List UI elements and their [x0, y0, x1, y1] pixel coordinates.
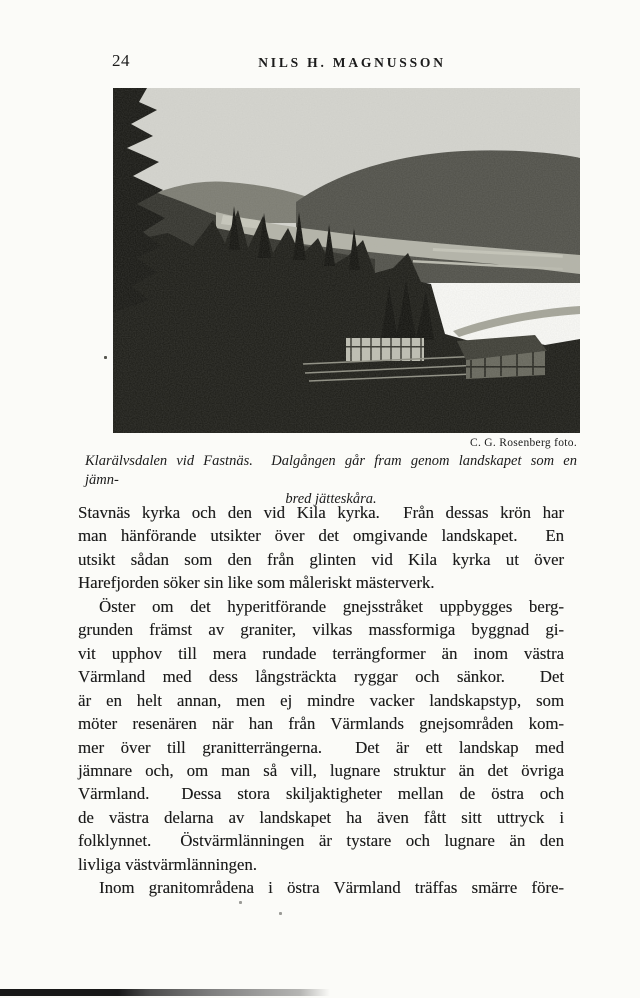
text-line: livliga västvärmlänningen. — [78, 854, 257, 874]
text-line: möter resenären när han från Värmlands gnejsområden kom- — [78, 714, 564, 734]
text-line: de västra delarna av landskapet ha även fått sitt uttryck i — [78, 807, 564, 827]
text-line: Öster om det hyperitförande gnejsstråket uppbygges berg- — [99, 596, 564, 616]
text-line: Värmland med dess långsträckta ryggar och sänkor. Det — [78, 667, 564, 687]
text-line: grunden främst av graniter, vilkas massformiga byggnad gi- — [78, 620, 564, 640]
text-line: utsikt sådan som den från glinten vid Kila kyrka ut över — [78, 549, 564, 569]
photo-credit: C. G. Rosenberg foto. — [469, 437, 577, 449]
body-text — [78, 501, 564, 900]
landscape-photograph — [113, 88, 580, 433]
text-line: Inom granitområdena i östra Värmland träffas smärre före- — [99, 878, 564, 898]
caption-line: bred jätteskåra. — [285, 491, 377, 507]
caption-line: Klarälvsdalen vid Fastnäs. Dalgången går fram genom landskapet som en jämn- — [85, 453, 577, 488]
page-number: 24 — [112, 51, 130, 70]
scan-artifact-bar — [0, 989, 330, 996]
text-line: Harefjorden söker sin like som måleriskt mästerverk. — [78, 573, 435, 593]
text-line: mer över till granitterrängerna. Det är ett landskap med — [78, 737, 564, 757]
scan-speck — [239, 901, 242, 904]
running-header: NILS H. MAGNUSSON — [258, 55, 446, 70]
text-line: vit upphov till mera rundade terrängformer än inom västra — [78, 643, 564, 663]
text-line: jämnare och, om man så vill, lugnare struktur än det övriga — [78, 760, 564, 780]
text-line: Stavnäs kyrka och den vid Kila kyrka. Från dessas krön har — [78, 503, 564, 522]
text-line: man hänförande utsikter över det omgivande landskapet. En — [78, 526, 564, 546]
text-line: folklynnet. Östvärmlänningen är tystare och lugnare än den — [78, 831, 564, 851]
scan-speck — [104, 356, 107, 359]
scan-speck — [279, 912, 282, 915]
text-line: Värmland. Dessa stora skiljaktigheter mellan de östra och — [78, 784, 564, 804]
text-line: är en helt annan, men ej mindre vacker landskapstyp, som — [78, 690, 564, 710]
photo-grain-overlay — [113, 88, 580, 433]
